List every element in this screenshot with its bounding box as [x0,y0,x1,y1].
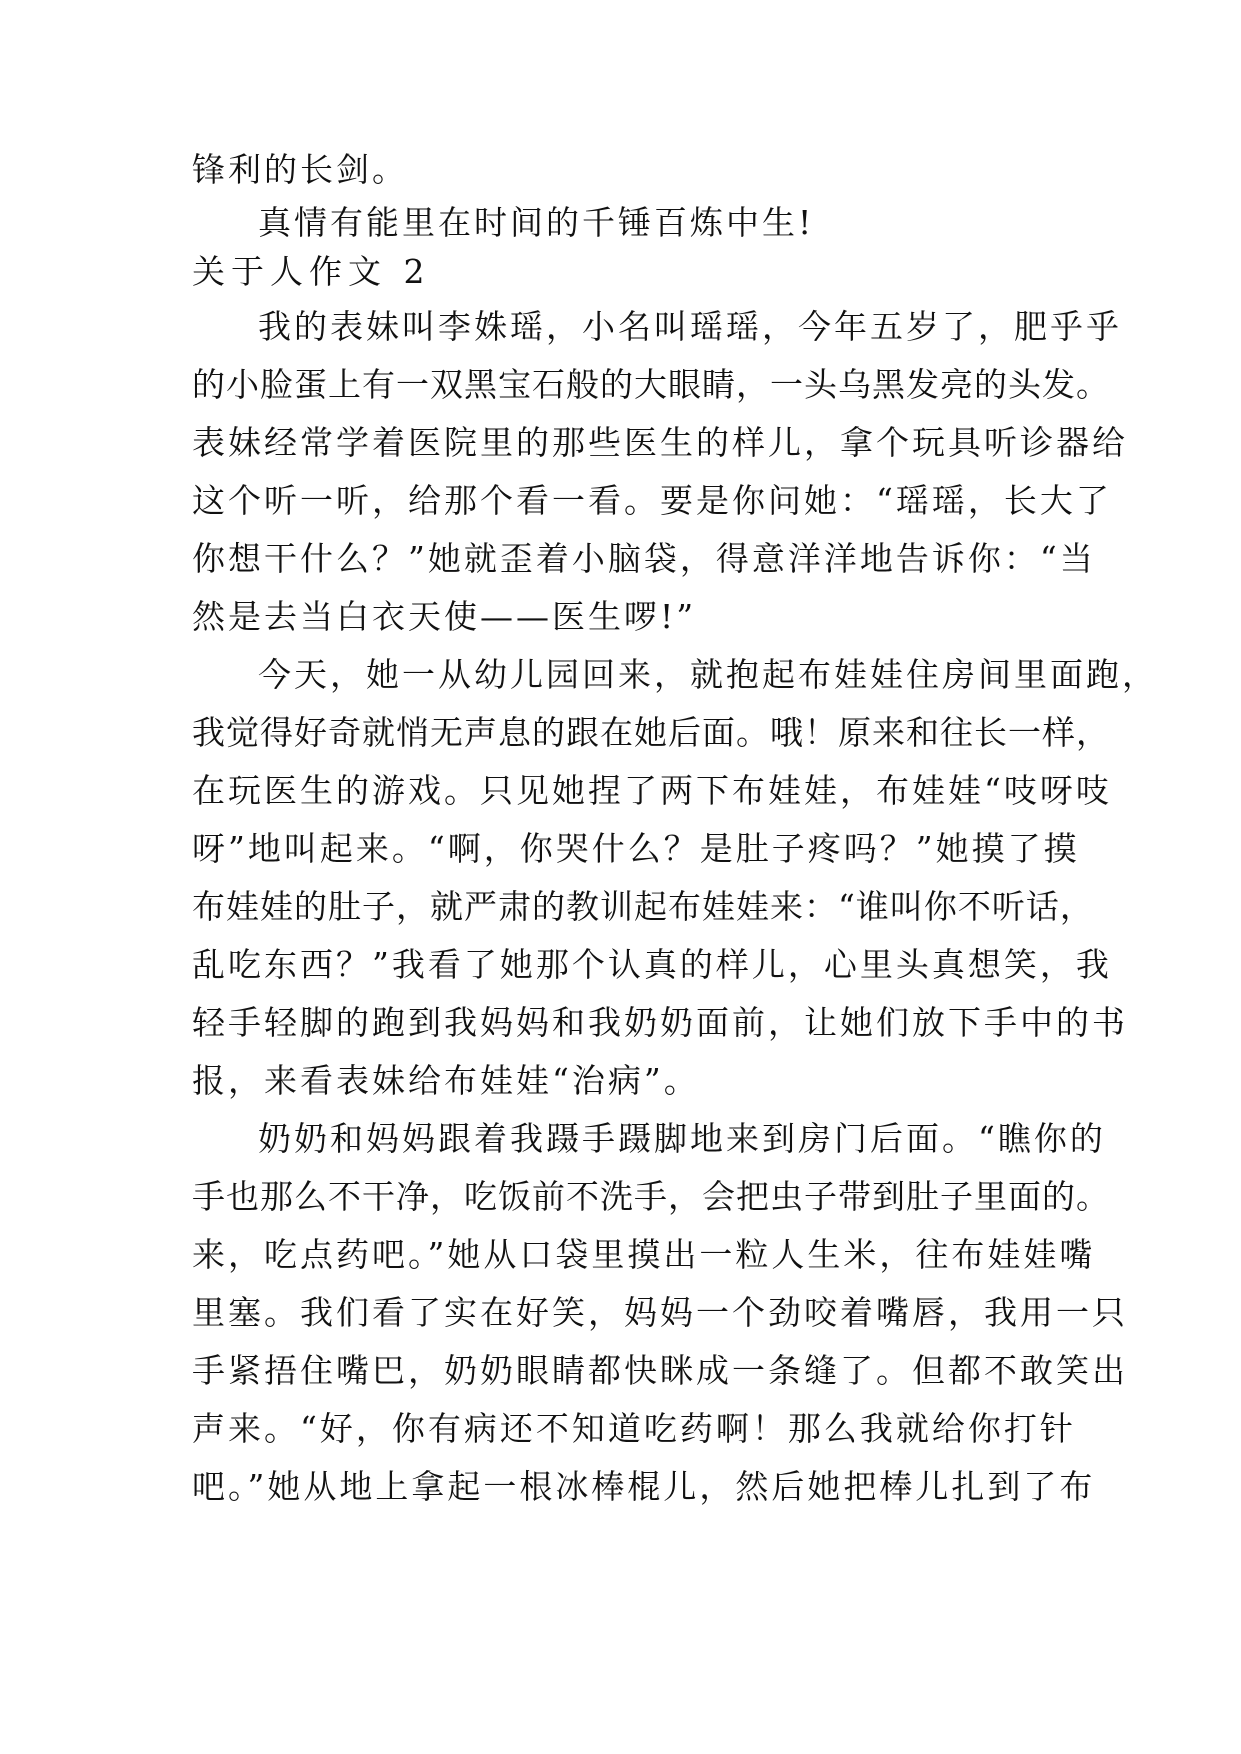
section-heading: 关于人作文 2 [192,252,431,291]
paragraph-line: 吧。”她从地上拿起一根冰棒棍儿，然后她把棒儿扎到了布 [192,1467,1096,1506]
paragraph-line: 呀”地叫起来。“啊，你哭什么？是肚子疼吗？”她摸了摸 [192,829,1080,868]
paragraph-line: 锋利的长剑。 [192,150,408,189]
paragraph-line: 里塞。我们看了实在好笑，妈妈一个劲咬着嘴唇，我用一只 [192,1293,1128,1332]
paragraph-line: 的小脸蛋上有一双黑宝石般的大眼睛，一头乌黑发亮的头发。 [192,365,1110,404]
paragraph-line: 真情有能里在时间的千锤百炼中生! [258,203,815,242]
paragraph-line: 乱吃东西？”我看了她那个认真的样儿，心里头真想笑，我 [192,945,1112,984]
paragraph-line: 报，来看表妹给布娃娃“治病”。 [192,1061,700,1100]
paragraph-line: 表妹经常学着医院里的那些医生的样儿，拿个玩具听诊器给 [192,423,1128,462]
paragraph-line: 你想干什么？”她就歪着小脑袋，得意洋洋地告诉你：“当 [192,539,1096,578]
paragraph-line: 今天，她一从幼儿园回来，就抱起布娃娃住房间里面跑， [258,655,1158,694]
paragraph-line: 手也那么不干净，吃饭前不洗手，会把虫子带到肚子里面的。 [192,1177,1110,1216]
paragraph-line: 声来。“好，你有病还不知道吃药啊！那么我就给你打针 [192,1409,1076,1448]
paragraph-line: 来，吃点药吧。”她从口袋里摸出一粒人生米，往布娃娃嘴 [192,1235,1096,1274]
paragraph-line: 然是去当白衣天使——医生啰!” [192,597,697,636]
paragraph-line: 这个听一听，给那个看一看。要是你问她：“瑶瑶，长大了 [192,481,1112,520]
paragraph-line: 轻手轻脚的跑到我妈妈和我奶奶面前，让她们放下手中的书 [192,1003,1128,1042]
paragraph-line: 奶奶和妈妈跟着我蹑手蹑脚地来到房门后面。“瞧你的 [258,1119,1106,1158]
paragraph-line: 我觉得好奇就悄无声息的跟在她后面。哦！原来和往长一样， [192,713,1110,752]
paragraph-line: 在玩医生的游戏。只见她捏了两下布娃娃，布娃娃“吱呀吱 [192,771,1112,810]
paragraph-line: 布娃娃的肚子，就严肃的教训起布娃娃来：“谁叫你不听话， [192,887,1094,926]
paragraph-line: 手紧捂住嘴巴，奶奶眼睛都快眯成一条缝了。但都不敢笑出 [192,1351,1128,1390]
paragraph-line: 我的表妹叫李姝瑶，小名叫瑶瑶，今年五岁了，肥乎乎 [258,307,1122,346]
